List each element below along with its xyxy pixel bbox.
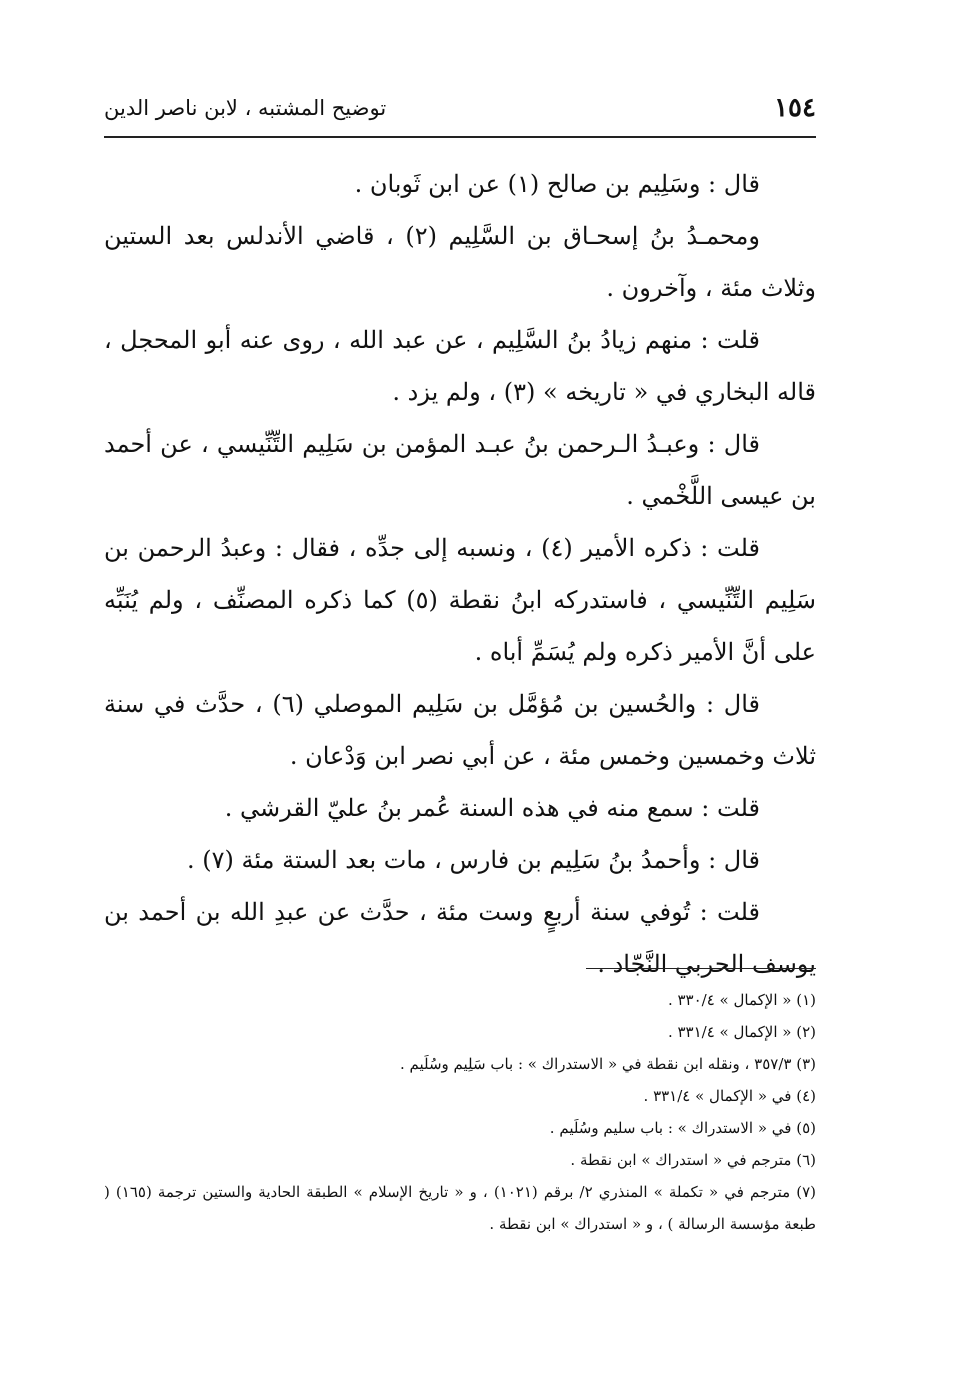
paragraph: قال : وسَلِيم بن صالح (١) عن ابن ثَوبان .: [354, 170, 760, 198]
page-header: [104, 84, 816, 132]
main-text: [104, 158, 816, 990]
paragraph: قلت : سمع منه في هذه السنة عُمر بنُ عليّ القرشي .: [224, 794, 760, 822]
footnote: (٧) مترجم في « تكملة » المنذري ٢/ برقم (١٠٢١) ، و « تاريخ الإسلام » الطبقة الحادية والستين ترجمة (١٦٥) ( طبعة مؤسسة الرسالة ) ، و « استدراك » ابن نقطة .: [104, 1183, 816, 1233]
page-number: ١٥٤: [774, 93, 816, 123]
paragraph: قال : والحُسين بن مُؤمَّل بن سَلِيم الموصلي (٦) ، حدَّث في سنة ثلاث وخمسين وخمس مئة ، عن أبي نصر ابن وَدْعان .: [104, 690, 816, 770]
paragraph: قلت : منهم زيادُ بنُ السَّلِيم ، عن عبد الله ، روى عنه أبو المحجل ، قاله البخاري في « تاريخه » (٣) ، ولم يزد .: [104, 326, 816, 406]
footnote: (١) « الإكمال » ٣٣٠/٤ .: [667, 991, 816, 1009]
footnote: (٦) مترجم في « استدراك » ابن نقطة .: [570, 1151, 816, 1169]
paragraph: قلت : ذكره الأمير (٤) ، ونسبه إلى جدِّه ، فقال : وعبدُ الرحمن بن سَلِيم التِّنِّيسي ، فاستدركه ابنُ نقطة (٥) كما ذكره المصنِّف ، ولم يُنَبِّه على أنَّ الأمير ذكره ولم يُسَمِّ أباه .: [104, 534, 816, 666]
footnote: (٢) « الإكمال » ٣٣١/٤ .: [667, 1023, 816, 1041]
paragraph: قال : وأحمدُ بنُ سَلِيم بن فارس ، مات بعد الستة مئة (٧) .: [187, 846, 760, 874]
footnote: (٤) في « الإكمال » ٣٣١/٤ .: [643, 1087, 816, 1105]
header-rule: [104, 136, 816, 138]
paragraph: قال : وعبـدُ الـرحمن بنُ عبـد المؤمن بن سَلِيم التِّنِّيسي ، عن أحمد بن عيسى اللَّخْمي .: [104, 430, 816, 510]
paragraph: قلت : تُوفي سنة أربعٍ وست مئة ، حدَّث عن عبدِ الله بن أحمد بن يوسف الحربي النَّجّاد .: [104, 898, 816, 978]
footnote: (٣) ٣٥٧/٣ ، ونقله ابن نقطة في « الاستدراك » : باب سَلِيم وسُلَيم .: [399, 1055, 816, 1073]
running-title: توضيح المشتبه ، لابن ناصر الدين: [104, 96, 387, 120]
footnote-separator: [586, 968, 816, 969]
footnote: (٥) في « الاستدراك » : باب سليم وسُلَيم .: [549, 1119, 816, 1137]
footnotes: [104, 984, 816, 1240]
paragraph: ومحمـدُ بنُ إسحـاق بن السَّلِيم (٢) ، قاضي الأندلس بعد الستين وثلاث مئة ، وآخرون .: [104, 222, 816, 302]
